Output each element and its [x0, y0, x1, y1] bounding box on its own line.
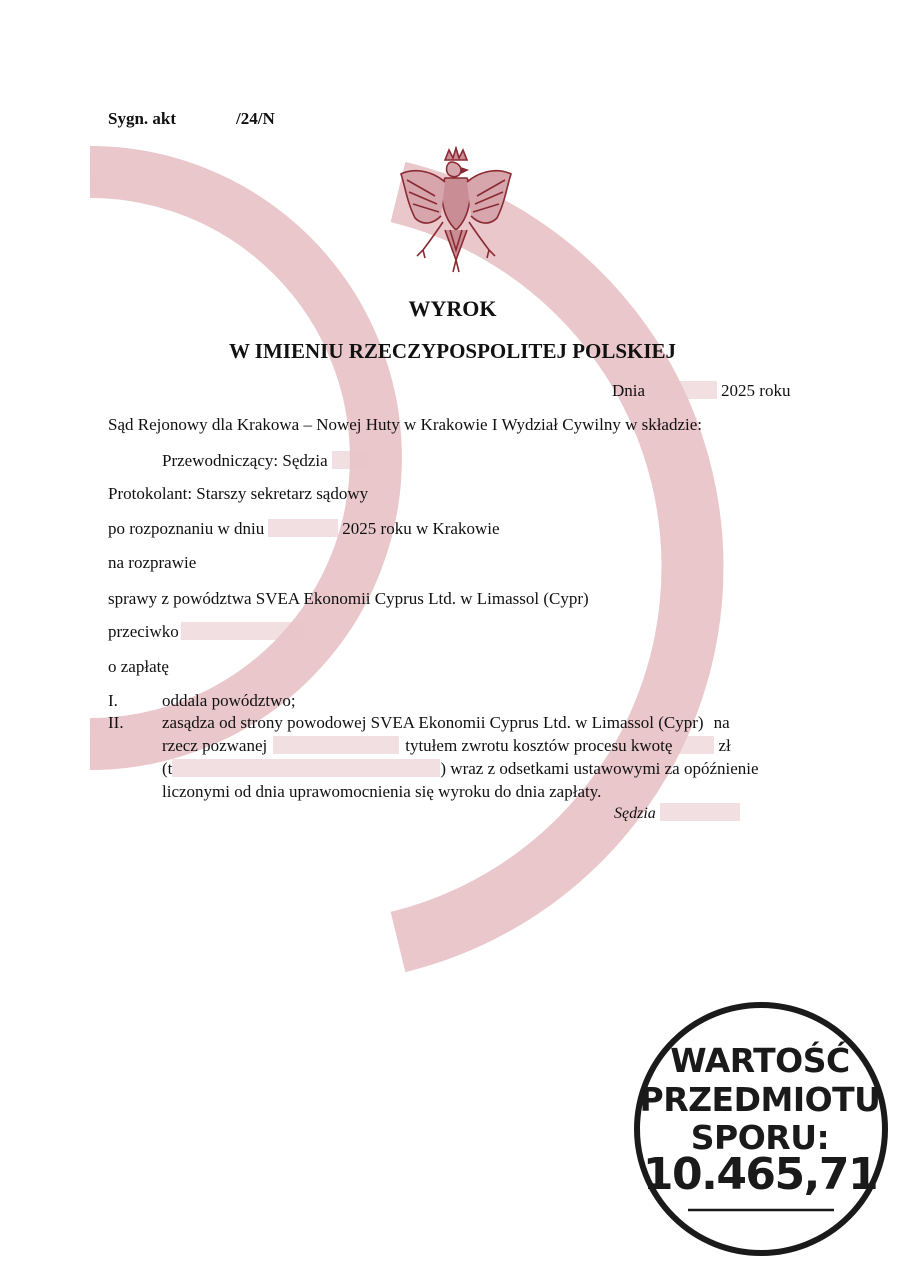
session-line: na rozprawie: [108, 553, 197, 572]
amount-words-redaction: [172, 759, 440, 777]
case-label: Sygn. akt: [108, 109, 177, 128]
ruling-2-line-2-currency: zł: [718, 736, 731, 755]
ruling-2-line-2-middle: tytułem zwrotu kosztów procesu kwotę: [405, 736, 673, 755]
ruling-2-line-2: [162, 735, 731, 757]
against-label: przeciwko: [108, 622, 179, 641]
presiding-judge: [162, 450, 368, 472]
amount-redaction: [676, 736, 714, 754]
hearing-suffix: 2025 roku w Krakowie: [342, 519, 500, 538]
ruling-2-line-1-text: zasądza od strony powodowej SVEA Ekonomii Cyprus Ltd. w Limassol (Cypr): [162, 713, 704, 732]
stamp-line-3: SPORU:: [690, 1118, 830, 1157]
ruling-2-line-1: [162, 712, 730, 734]
ruling-2-line-1-end: na: [713, 713, 730, 732]
judgment-date: [612, 380, 790, 402]
date-suffix: 2025 roku: [721, 381, 791, 400]
stamp-value: 10.465,71: [642, 1149, 878, 1200]
against-line: [108, 621, 303, 643]
ruling-1-text: oddala powództwo;: [162, 691, 296, 710]
defendant-name-redaction: [273, 736, 399, 754]
clerk-line: Protokolant: Starszy sekretarz sądowy: [108, 484, 369, 503]
case-of-line: sprawy z powództwa SVEA Ekonomii Cyprus Ltd. w Limassol (Cypr): [108, 589, 589, 608]
presiding-label: Przewodniczący: Sędzia: [162, 451, 328, 470]
ruling-2-line-3-text: ) wraz z odsetkami ustawowymi za opóźnienie: [440, 759, 759, 778]
defendant-redaction: [181, 622, 303, 640]
date-prefix: Dnia: [612, 381, 646, 400]
signature-line: [614, 803, 740, 825]
eagle-emblem-icon: [395, 146, 517, 278]
ruling-2-line-3: [162, 758, 759, 780]
court-line: Sąd Rejonowy dla Krakowa – Nowej Huty w Krakowie I Wydział Cywilny w składzie:: [108, 415, 703, 434]
ruling-2-line-4: liczonymi od dnia uprawomocnienia się wyroku do dnia zapłaty.: [162, 782, 602, 801]
signature-label: Sędzia: [614, 805, 656, 822]
date-redaction: [649, 381, 717, 399]
hearing-date-redaction: [268, 519, 338, 537]
ruling-2-number: II.: [108, 713, 124, 732]
ruling-2-line-3-open: (t: [162, 759, 173, 778]
page-subtitle: W IMIENIU RZECZYPOSPOLITEJ POLSKIEJ: [228, 339, 677, 363]
stamp-line-2: PRZEDMIOTU: [639, 1080, 881, 1119]
hearing-line: [108, 518, 500, 540]
subject-line: o zapłatę: [108, 657, 169, 676]
hearing-prefix: po rozpoznaniu w dniu: [108, 519, 265, 538]
case-suffix: /24/N: [236, 109, 275, 128]
ruling-1-number: I.: [108, 691, 118, 710]
judge-redaction: [332, 451, 368, 469]
ruling-2-line-2-text: rzecz pozwanej: [162, 736, 268, 755]
page-title: WYROK: [408, 296, 497, 321]
stamp-line-1: WARTOŚĆ: [670, 1041, 850, 1080]
signature-redaction: [660, 803, 740, 821]
case-number: [108, 108, 275, 130]
